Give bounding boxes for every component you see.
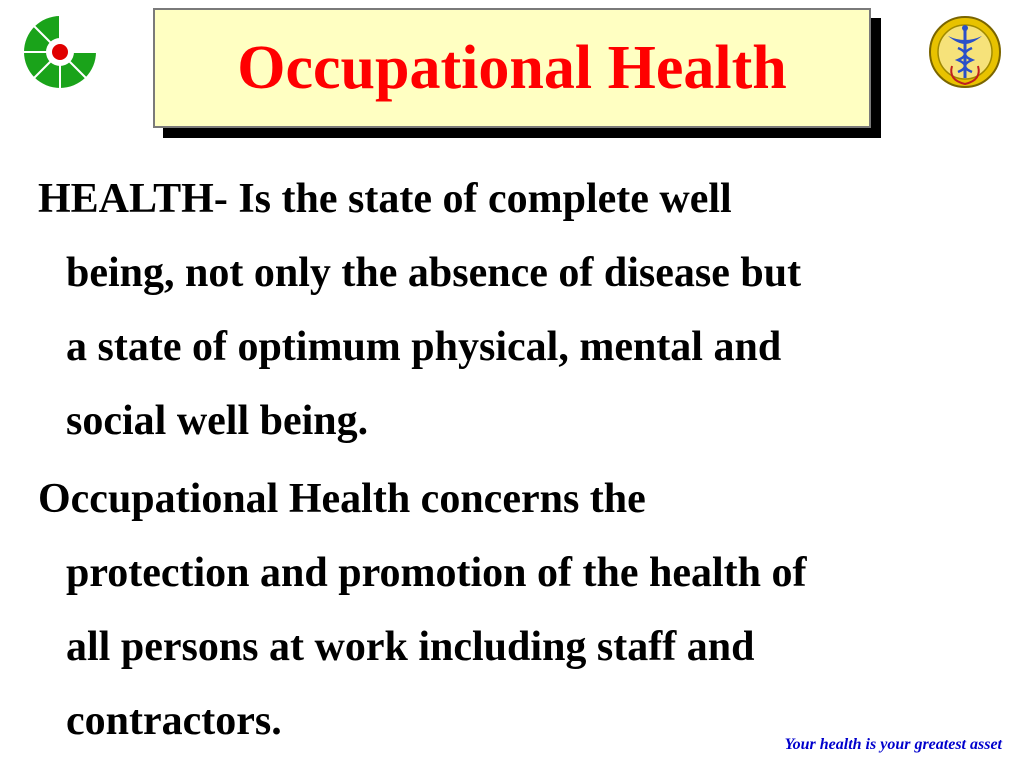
title-box bbox=[153, 8, 871, 128]
text-line: social well being. bbox=[66, 398, 369, 444]
text-line: protection and promotion of the health of bbox=[66, 550, 807, 596]
caduceus-emblem-icon bbox=[928, 14, 1002, 90]
text-line: all persons at work including staff and bbox=[66, 624, 755, 670]
text-line: contractors. bbox=[66, 698, 282, 744]
text-line: HEALTH- Is the state of complete well bbox=[38, 176, 732, 222]
slide-body bbox=[38, 162, 988, 762]
health-definition-paragraph bbox=[38, 162, 988, 458]
green-shell-emblem-icon bbox=[14, 12, 104, 92]
footer-tagline: Your health is your greatest asset bbox=[784, 736, 1002, 753]
occupational-health-paragraph bbox=[38, 462, 988, 758]
text-line: Occupational Health concerns the bbox=[38, 476, 646, 522]
text-line: a state of optimum physical, mental and bbox=[66, 324, 782, 370]
text-line: being, not only the absence of disease but bbox=[66, 250, 802, 296]
page-title: Occupational Health bbox=[237, 34, 787, 102]
